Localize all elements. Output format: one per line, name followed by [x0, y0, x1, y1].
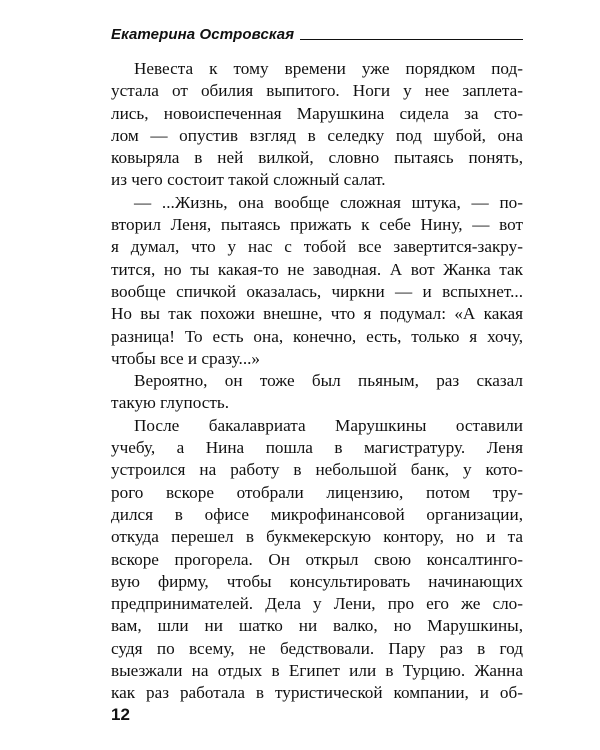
text-line: судя по всему, не бедствовали. Пару раз в год	[111, 638, 523, 658]
paragraph	[111, 192, 523, 370]
body-text	[111, 58, 523, 705]
text-line: вторил Леня, пытаясь прижать к себе Нину, — вот	[111, 215, 523, 235]
text-line: Вероятно, он тоже был пьяным, раз сказал	[134, 371, 523, 391]
author-name: Екатерина Островская	[111, 26, 295, 43]
text-line: лом — опустив взгляд в селедку под шубой, она	[111, 125, 523, 145]
text-line: вскоре прогорела. Он открыл свою консалтинго-	[111, 549, 523, 569]
text-line: вую фирму, чтобы консультировать начинающих	[111, 571, 523, 591]
text-line: рого вскоре отобрали лицензию, потом тру-	[111, 482, 523, 502]
text-line: устроился на работу в небольшой банк, у кото-	[111, 460, 523, 480]
text-line: предпринимателей. Дела у Лени, про его же сло-	[111, 594, 523, 614]
text-line: дился в офисе микрофинансовой организации,	[111, 504, 523, 524]
text-line: — ...Жизнь, она вообще сложная штука, — по-	[134, 192, 523, 212]
text-line: Невеста к тому времени уже порядком под-	[134, 59, 523, 78]
paragraph	[111, 415, 523, 705]
text-line: из чего состоит такой сложный салат.	[111, 170, 386, 190]
text-line: Но вы так похожи внешне, что я подумал: «А какая	[111, 304, 523, 324]
text-line: устала от обилия выпитого. Ноги у нее заплета-	[111, 81, 523, 101]
text-line: выезжали на отдых в Египет или в Турцию. Жанна	[111, 661, 523, 681]
text-line: учебу, а Нина пошла в магистратуру. Леня	[111, 438, 523, 458]
text-line: как раз работала в туристической компании, и об-	[111, 683, 523, 703]
text-line: ковыряла в ней вилкой, словно пытаясь понять,	[111, 148, 523, 168]
text-line: тится, но ты какая-то не заводная. А вот Жанка так	[111, 259, 523, 279]
text-line: разница! То есть она, конечно, есть, только я хочу,	[111, 326, 523, 346]
header-rule	[300, 39, 523, 40]
text-line: вообще спичкой оказалась, чиркни — и вспыхнет...	[111, 281, 523, 301]
running-head	[111, 22, 523, 44]
text-line: чтобы все и сразу...»	[111, 348, 261, 368]
page-number: 12	[111, 705, 130, 724]
text-line: После бакалавриата Марушкины оставили	[134, 415, 523, 435]
text-line: я думал, что у нас с тобой все завертится-закру-	[111, 237, 523, 257]
paragraph	[111, 370, 523, 415]
text-line: лись, новоиспеченная Марушкина сидела за сто-	[111, 103, 523, 123]
text-line: такую глупость.	[111, 393, 230, 413]
paragraph	[111, 58, 523, 192]
text-line: вам, шли ни шатко ни валко, но Марушкины,	[111, 616, 523, 636]
text-line: откуда перешел в букмекерскую контору, но и та	[111, 527, 523, 547]
